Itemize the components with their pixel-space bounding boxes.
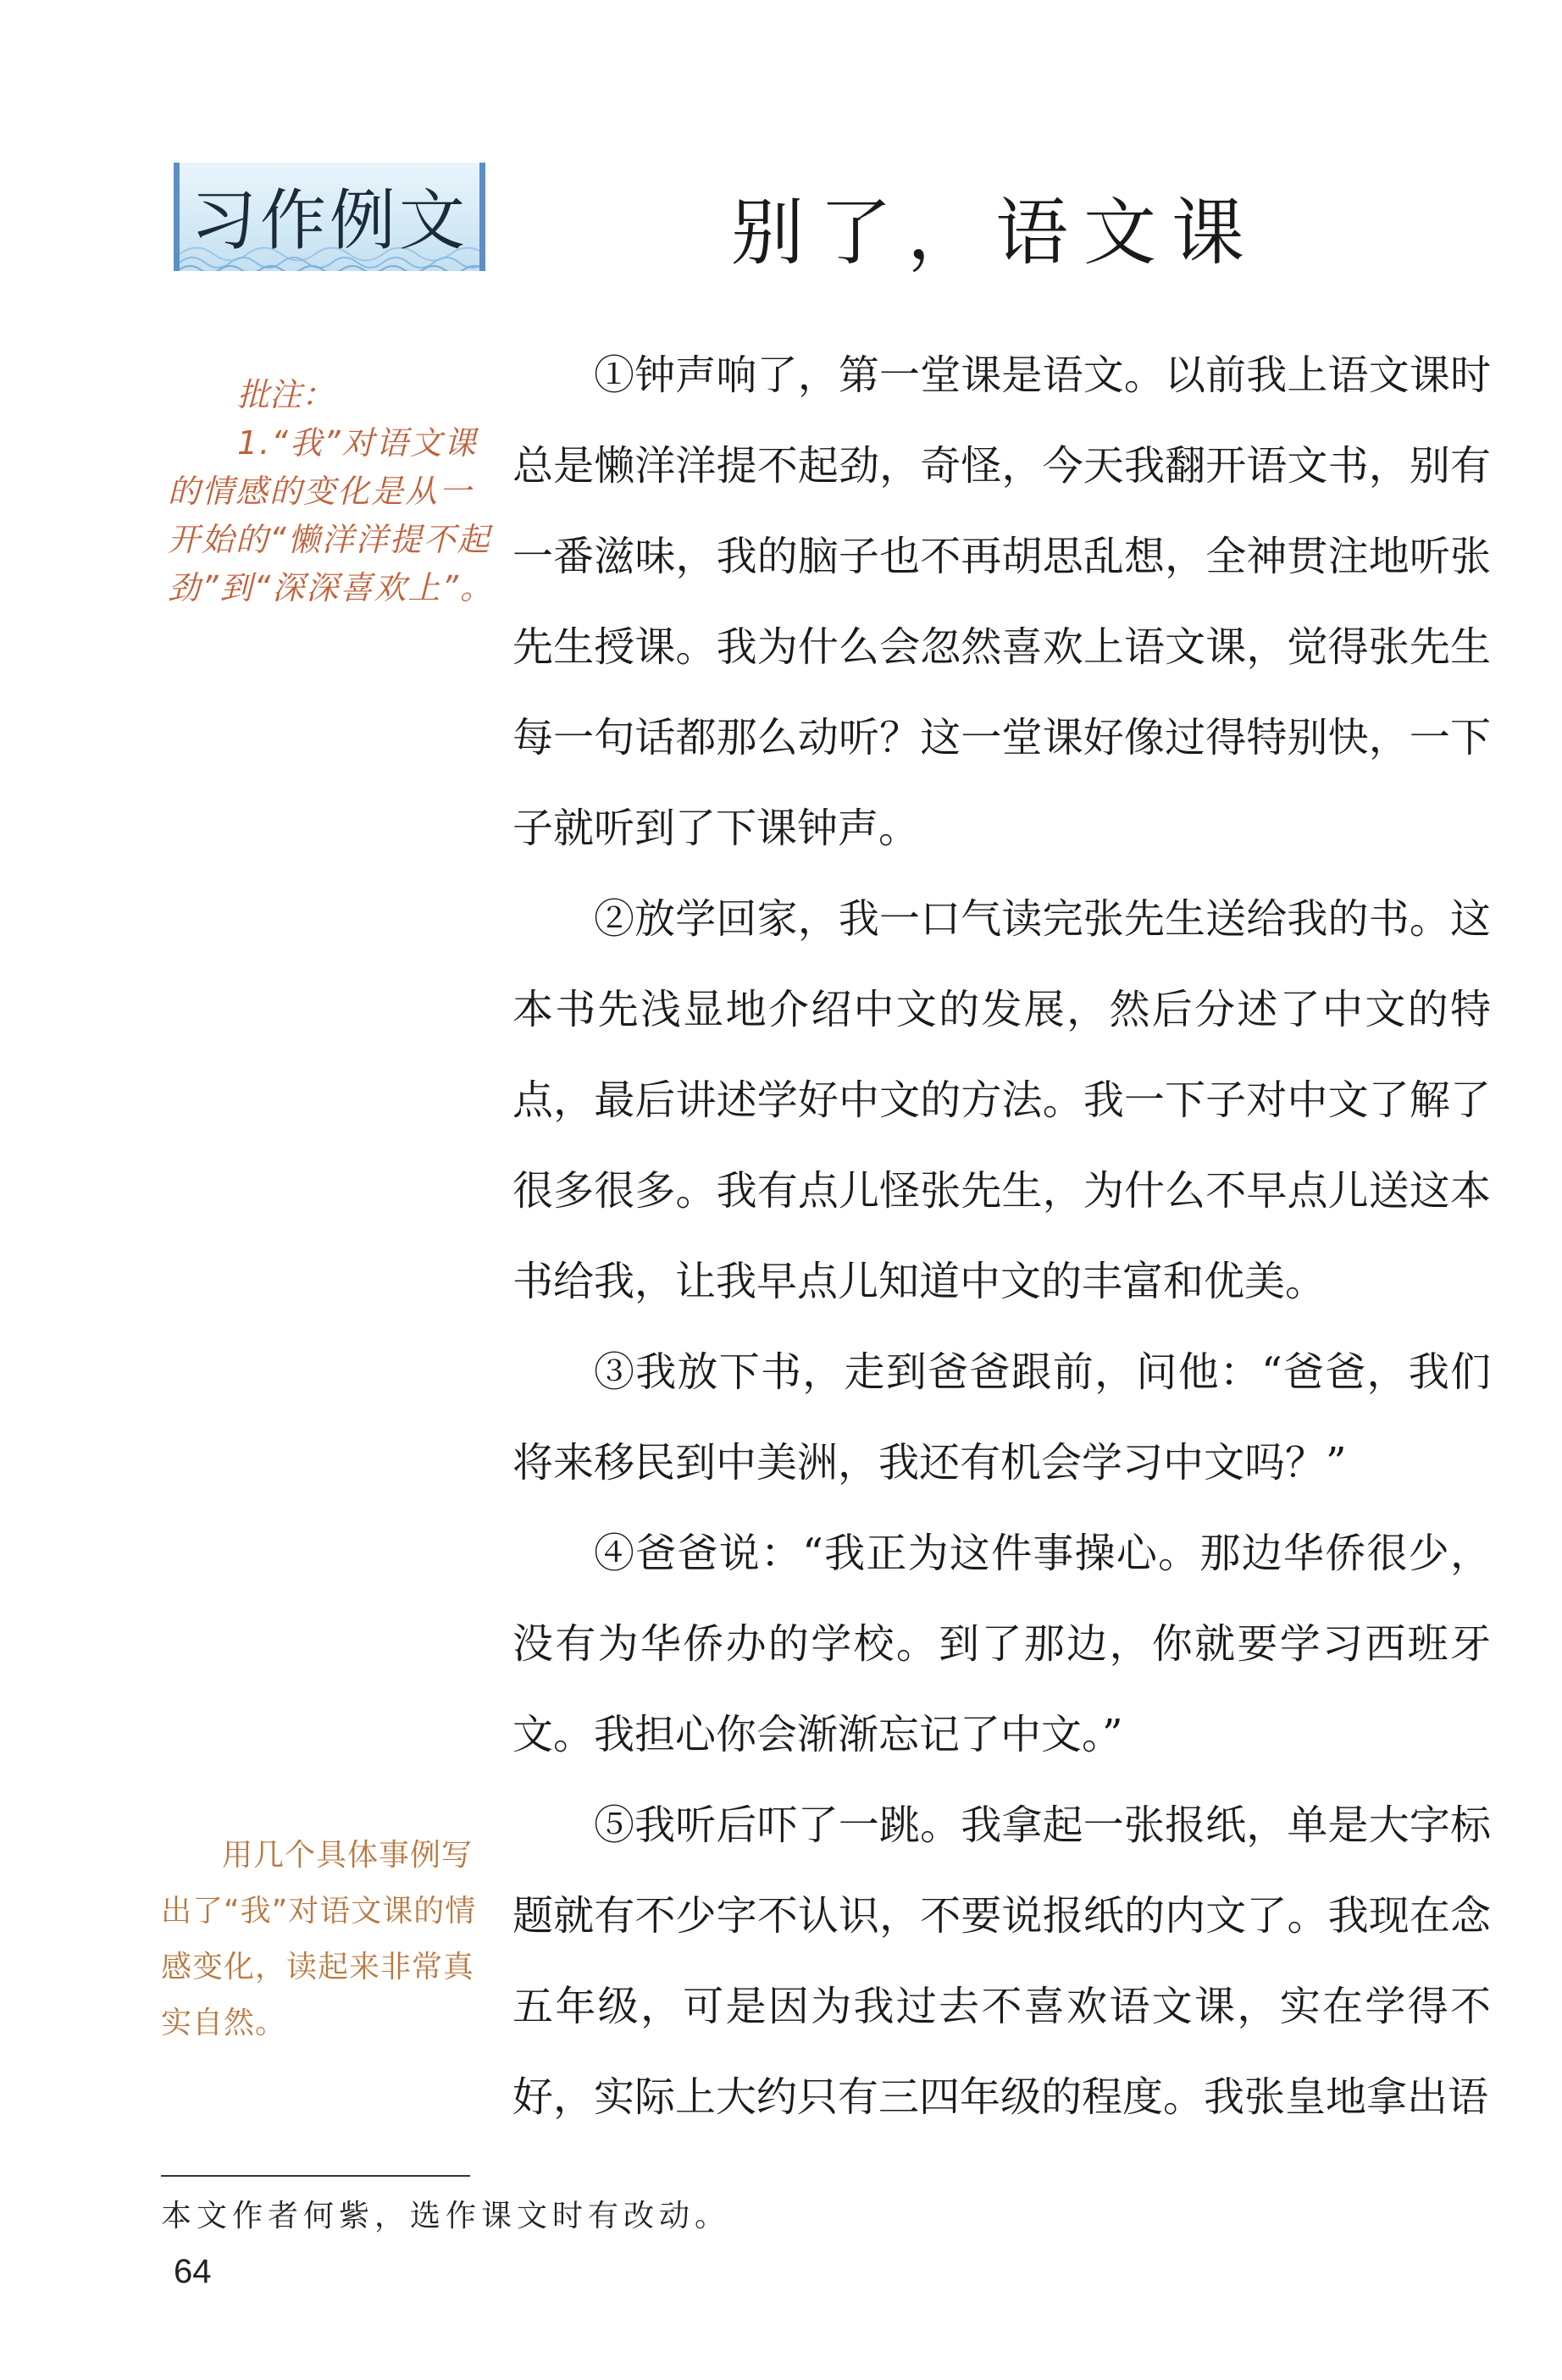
section-label: 习作例文 — [190, 183, 468, 259]
paragraph-3: ③我放下书，走到爸爸跟前，问他：“爸爸，我们将来移民到中美洲，我还有机会学习中文吗？” — [512, 1348, 1491, 1486]
annotation-text: 1.“我”对语文课的情感的变化是从一开始的“懒洋洋提不起劲”到“深深喜欢上”。 — [168, 424, 495, 606]
page-title: 别了，语文课 — [731, 191, 1260, 275]
footnote-divider — [161, 2175, 470, 2177]
footnote: 本文作者何紫，选作课文时有改动。 — [161, 2199, 731, 2233]
annotation-heading: 批注： — [237, 376, 335, 413]
paragraph-5: ⑤我听后吓了一跳。我拿起一张报纸，单是大字标题就有不少字不认识，不要说报纸的内文了。我现在念五年级，可是因为我过去不喜欢语文课，实在学得不好，实际上大约只有三四年级的程度。我张皇地拿出语 — [512, 1802, 1491, 2121]
paragraph-2: ②放学回家，我一口气读完张先生送给我的书。这本书先浅显地介绍中文的发展，然后分述了中文的特点，最后讲述学好中文的方法。我一下子对中文了解了很多很多。我有点儿怪张先生，为什么不早点儿送这本书给我，让我早点儿知道中文的丰富和优美。 — [512, 895, 1491, 1305]
annotation-1 — [168, 371, 502, 612]
page-number: 64 — [174, 2253, 212, 2290]
paragraph-1: ①钟声响了，第一堂课是语文。以前我上语文课时总是懒洋洋提不起劲，奇怪，今天我翻开语文书，别有一番滋味，我的脑子也不再胡思乱想，全神贯注地听张先生授课。我为什么会忽然喜欢上语文课，觉得张先生每一句话都那么动听？这一堂课好像过得特别快，一下子就听到了下课钟声。 — [512, 351, 1491, 852]
section-label-banner — [174, 163, 485, 271]
paragraph-4: ④爸爸说：“我正为这件事操心。那边华侨很少，没有为华侨办的学校。到了那边，你就要学习西班牙文。我担心你会渐渐忘记了中文。” — [512, 1530, 1491, 1758]
article-body — [512, 330, 1491, 2143]
annotation-2: 用几个具体事例写出了“我”对语文课的情感变化，读起来非常真实自然。 — [161, 1838, 477, 2040]
